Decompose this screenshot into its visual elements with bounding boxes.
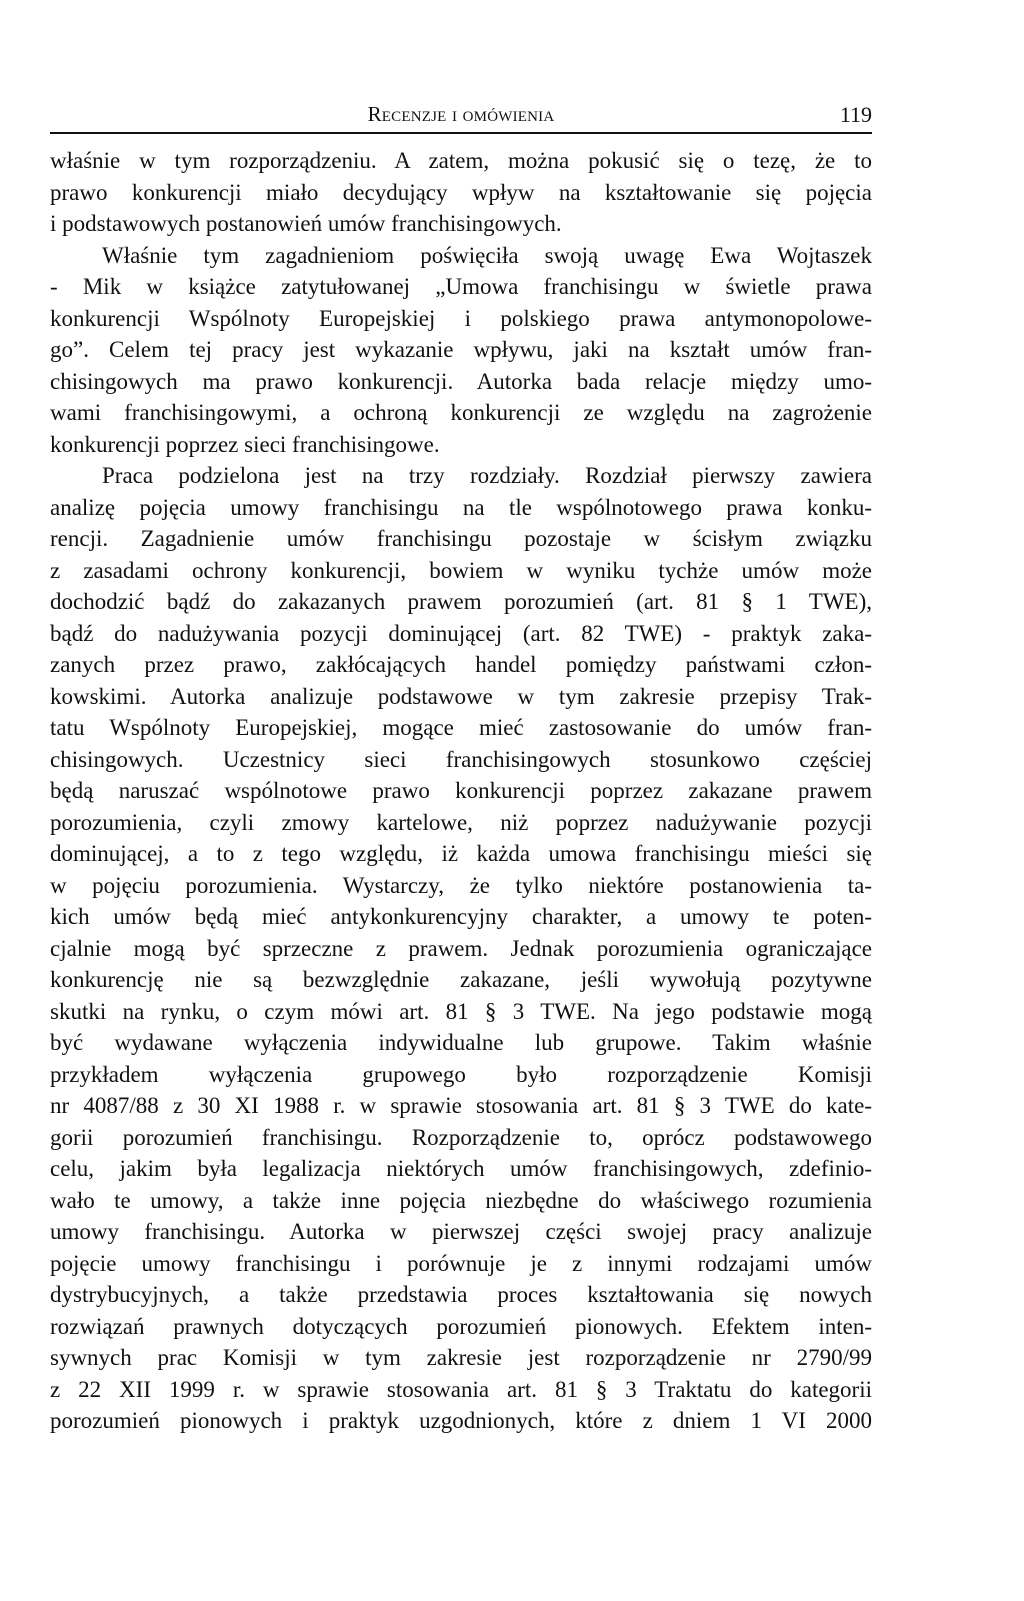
text-line: wało te umowy, a także inne pojęcia niezbędne do właściwego rozumienia: [50, 1187, 872, 1213]
text-line: kich umów będą mieć antykonkurencyjny charakter, a umowy te poten-: [50, 904, 872, 929]
text-line: Właśnie tym zagadnieniom poświęciła swoją uwagę Ewa Wojtaszek: [102, 242, 872, 268]
body-text: [50, 145, 872, 1437]
text-line: kowskimi. Autorka analizuje podstawowe w tym zakresie przepisy Trak-: [50, 683, 872, 709]
text-line: pojęcie umowy franchisingu i porównuje je z innymi rodzajami umów: [50, 1250, 872, 1276]
running-title: Recenzje i omówienia: [367, 102, 555, 126]
text-line: z zasadami ochrony konkurencji, bowiem w wyniku tychże umów może: [50, 557, 872, 583]
text-line: chisingowych ma prawo konkurencji. Autorka bada relacje między umo-: [50, 368, 872, 394]
text-line: z 22 XII 1999 r. w sprawie stosowania art. 81 § 3 Traktatu do kategorii: [50, 1376, 872, 1402]
text-line: umowy franchisingu. Autorka w pierwszej części swojej pracy analizuje: [50, 1219, 872, 1244]
text-line: przykładem wyłączenia grupowego było rozporządzenie Komisji: [50, 1061, 872, 1087]
page-number: 119: [839, 102, 872, 127]
text-line: będą naruszać wspólnotowe prawo konkurencji poprzez zakazane prawem: [50, 778, 872, 803]
page: [50, 98, 872, 1437]
text-line: nr 4087/88 z 30 XI 1988 r. w sprawie stosowania art. 81 § 3 TWE do kate-: [50, 1093, 872, 1118]
text-line: i podstawowych postanowień umów franchisingowych.: [50, 211, 562, 236]
text-line: konkurencji poprzez sieci franchisingowe.: [50, 431, 440, 457]
text-line: dominującej, a to z tego względu, iż każda umowa franchisingu mieści się: [50, 841, 872, 866]
text-line: cjalnie mogą być sprzeczne z prawem. Jednak porozumienia ograniczające: [50, 935, 872, 961]
text-line: prawo konkurencji miało decydujący wpływ na kształtowanie się pojęcia: [50, 179, 872, 205]
text-line: sywnych prac Komisji w tym zakresie jest rozporządzenie nr 2790/99: [50, 1345, 872, 1370]
text-line: zanych przez prawo, zakłócających handel pomiędzy państwami człon-: [50, 652, 872, 677]
text-line: go”. Celem tej pracy jest wykazanie wpływu, jaki na kształt umów fran-: [50, 337, 872, 362]
text-line: w pojęciu porozumienia. Wystarczy, że tylko niektóre postanowienia ta-: [50, 872, 872, 898]
text-line: analizę pojęcia umowy franchisingu na tle wspólnotowego prawa konku-: [50, 494, 872, 520]
text-line: porozumień pionowych i praktyk uzgodnionych, które z dniem 1 VI 2000: [50, 1408, 872, 1433]
text-line: - Mik w książce zatytułowanej „Umowa franchisingu w świetle prawa: [50, 274, 872, 299]
text-line: dochodzić bądź do zakazanych prawem porozumień (art. 81 § 1 TWE),: [50, 589, 872, 614]
text-line: konkurencję nie są bezwzględnie zakazane, jeśli wywołują pozytywne: [50, 967, 872, 992]
text-line: chisingowych. Uczestnicy sieci franchisingowych stosunkowo częściej: [50, 746, 872, 772]
text-line: konkurencji Wspólnoty Europejskiej i polskiego prawa antymonopolowe-: [50, 305, 872, 331]
text-line: wami franchisingowymi, a ochroną konkurencji ze względu na zagrożenie: [50, 400, 872, 425]
running-header: [50, 98, 872, 134]
text-line: właśnie w tym rozporządzeniu. A zatem, można pokusić się o tezę, że to: [50, 148, 872, 173]
text-line: bądź do nadużywania pozycji dominującej (art. 82 TWE) - praktyk zaka-: [50, 620, 872, 646]
text-line: porozumienia, czyli zmowy kartelowe, niż poprzez nadużywanie pozycji: [50, 809, 872, 835]
text-line: dystrybucyjnych, a także przedstawia proces kształtowania się nowych: [50, 1282, 872, 1307]
text-line: skutki na rynku, o czym mówi art. 81 § 3 TWE. Na jego podstawie mogą: [50, 998, 872, 1024]
text-line: być wydawane wyłączenia indywidualne lub grupowe. Takim właśnie: [50, 1030, 872, 1055]
text-line: Praca podzielona jest na trzy rozdziały. Rozdział pierwszy zawiera: [102, 463, 872, 488]
text-line: celu, jakim była legalizacja niektórych umów franchisingowych, zdefinio-: [50, 1156, 872, 1181]
text-line: tatu Wspólnoty Europejskiej, mogące mieć zastosowanie do umów fran-: [50, 715, 872, 740]
text-line: gorii porozumień franchisingu. Rozporządzenie to, oprócz podstawowego: [50, 1124, 872, 1150]
text-line: rencji. Zagadnienie umów franchisingu pozostaje w ścisłym związku: [50, 526, 872, 551]
text-line: rozwiązań prawnych dotyczących porozumień pionowych. Efektem inten-: [50, 1313, 872, 1339]
